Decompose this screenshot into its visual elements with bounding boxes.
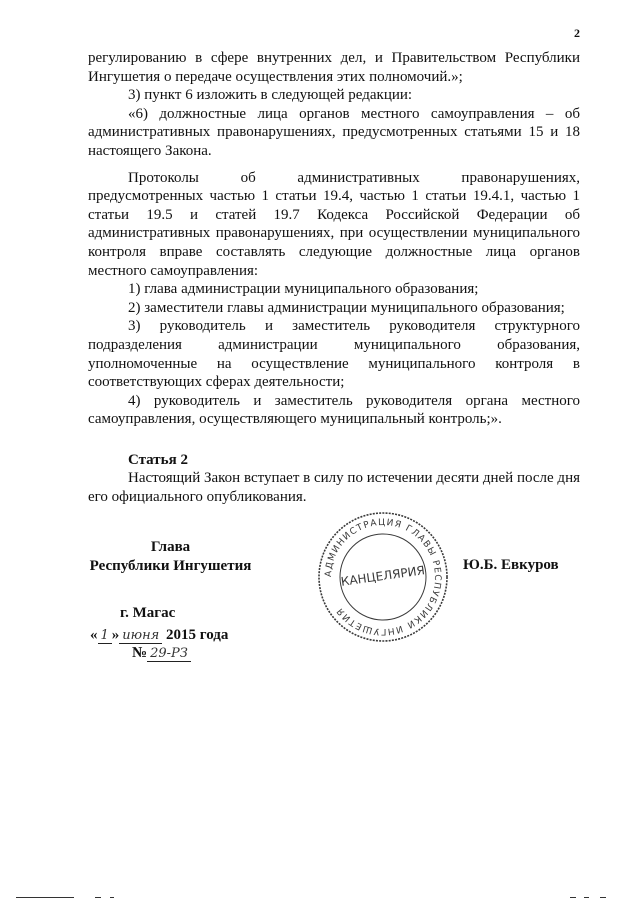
paragraph-4: Протоколы об административных правонарушениях, предусмотренных частью 1 статьи 19.4, частью 1 статьи 19.4.1, частью 1 статьи 19.5 и статей 19.7 Кодекса Российской Федерации об административных правонарушениях, при осуществлении муниципального контроля вправе составлять следующие должностные лица органов местного самоуправления: <box>88 169 580 279</box>
page-number: 2 <box>574 26 580 40</box>
date-month: июня <box>119 628 162 644</box>
date-open-quote: « <box>90 627 98 643</box>
page-bottom-edge <box>0 895 640 899</box>
document-body <box>88 49 580 507</box>
article-text: Настоящий Закон вступает в силу по истечении десяти дней после дня его официального опубликования. <box>88 470 580 506</box>
signatory-title <box>88 538 253 576</box>
law-number-prefix: № <box>132 645 148 661</box>
date-year: 2015 года <box>166 627 229 643</box>
paragraph-3: «6) должностные лица органов местного самоуправления – об административных правонарушениях, предусмотренных статьями 15 и 18 настоящего Закона. <box>88 105 580 159</box>
date-day: 1 <box>98 628 112 644</box>
law-number <box>132 645 191 662</box>
signing-date <box>90 627 228 644</box>
date-close-quote: » <box>111 627 120 643</box>
law-number-value: 29-РЗ <box>147 646 191 662</box>
list-item-3: 3) руководитель и заместитель руководителя структурного подразделения администрации муниципального образования, уполномоченные на осуществление муниципального контроля в соответствующих сферах деятельности; <box>88 318 580 391</box>
place-of-signing: г. Магас <box>120 605 176 621</box>
signatory-name: Ю.Б. Евкуров <box>463 557 559 573</box>
list-item-4: 4) руководитель и заместитель руководителя органа местного самоуправления, осуществляющего муниципальный контроль;». <box>88 392 580 428</box>
signatory-title-line1: Глава <box>150 539 191 555</box>
list-item-1: 1) глава администрации муниципального образования; <box>128 281 479 298</box>
paragraph-1: регулированию в сфере внутренних дел, и Правительством Республики Ингушетия о передаче осуществления этих полномочий.»; <box>88 50 580 85</box>
list-item-2: 2) заместители главы администрации муниципального образования; <box>128 299 565 316</box>
stamp-ring-text: АДМИНИСТРАЦИЯ ГЛАВЫ РЕСПУБЛИКИ ИНГУШЕТИЯ <box>323 517 443 637</box>
stamp-center-text: КАНЦЕЛЯРИЯ <box>340 563 426 589</box>
official-stamp <box>316 510 450 644</box>
paragraph-2: 3) пункт 6 изложить в следующей редакции: <box>128 87 413 104</box>
signatory-title-line2: Республики Ингушетия <box>89 558 252 574</box>
article-heading: Статья 2 <box>128 451 188 468</box>
